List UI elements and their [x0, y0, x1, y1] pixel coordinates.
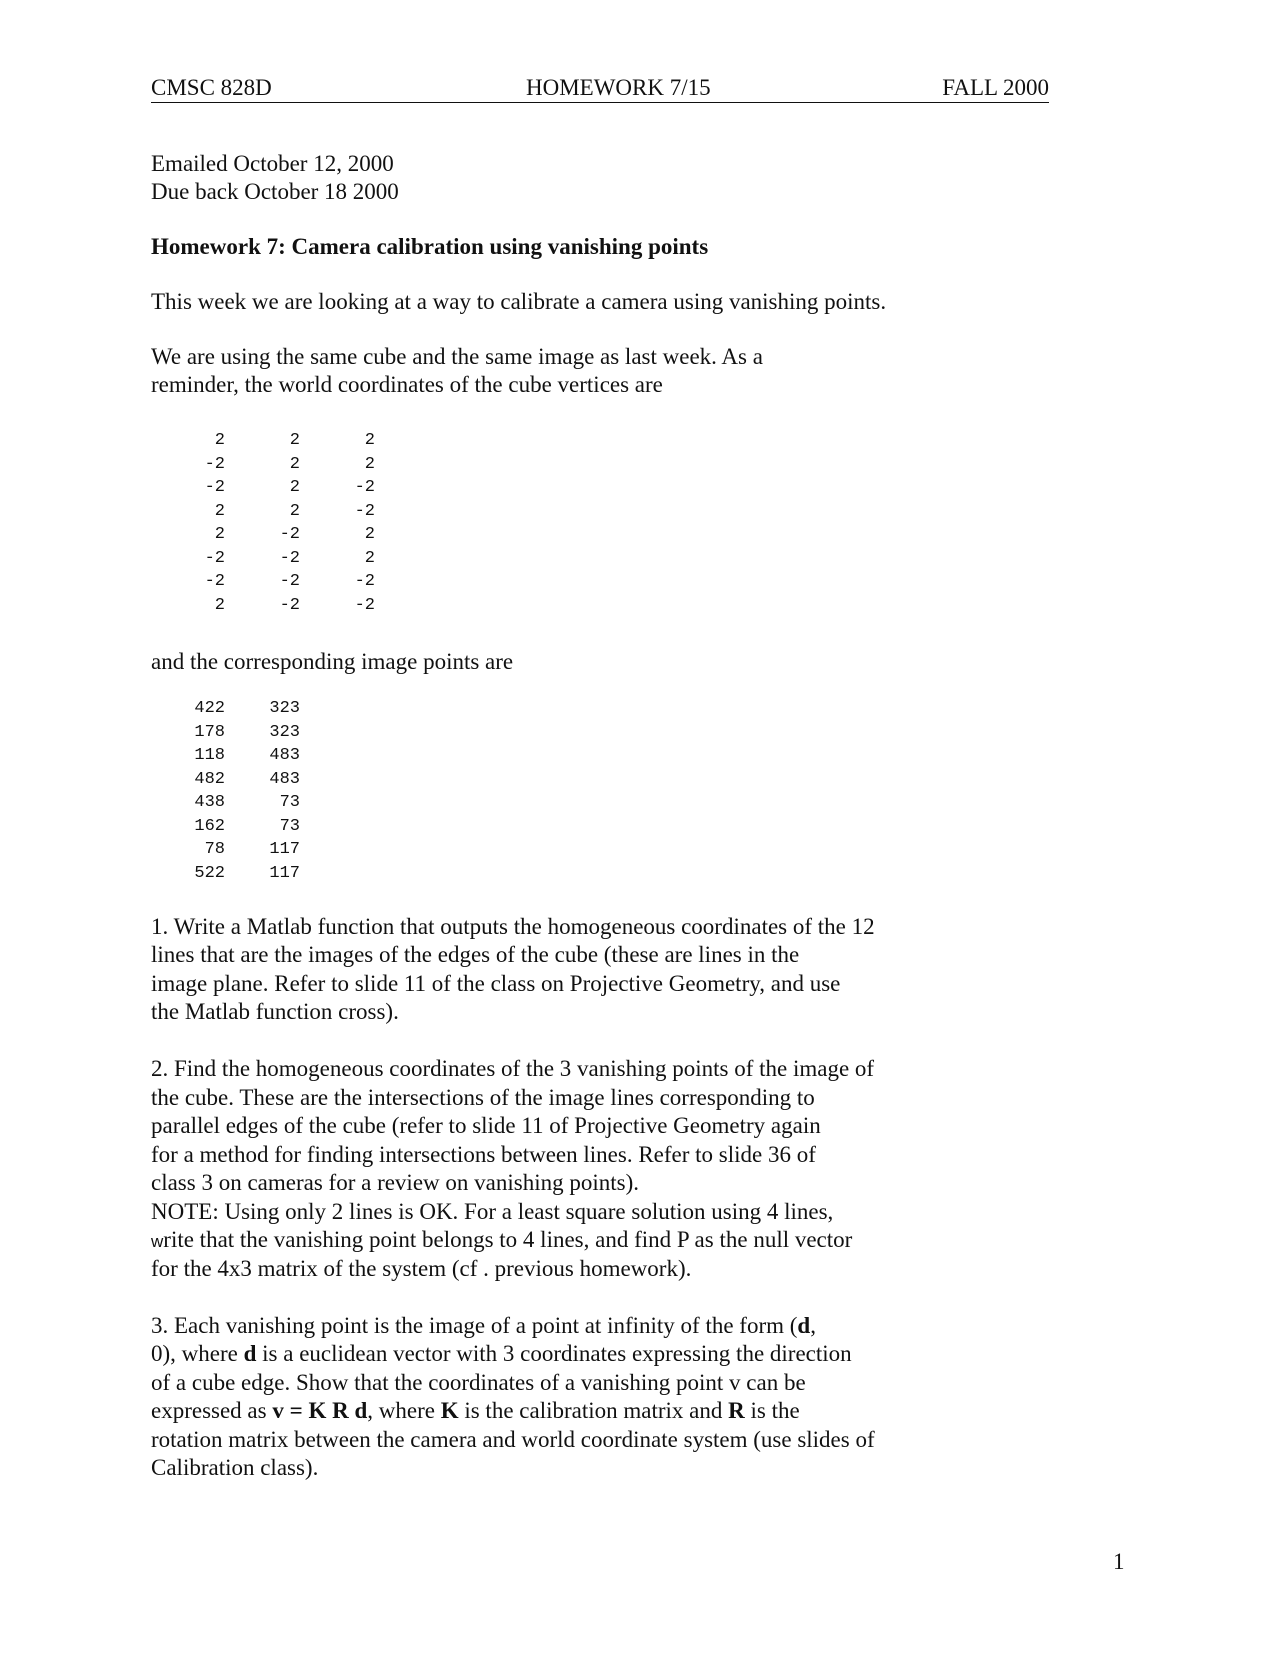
cell: -2	[279, 548, 300, 568]
text-fragment: 0), where	[151, 1341, 244, 1366]
table-row	[150, 791, 300, 815]
term-label: FALL 2000	[942, 75, 1049, 100]
assignment-label: HOMEWORK 7/15	[526, 75, 711, 100]
cell: 2	[364, 431, 375, 451]
table-row	[150, 453, 375, 477]
table-row	[150, 744, 300, 768]
cell: 2	[214, 501, 225, 521]
cell: 117	[269, 840, 300, 860]
cell: -2	[279, 525, 300, 545]
question-1-line: the Matlab function cross).	[151, 999, 399, 1024]
table-row	[150, 838, 300, 862]
text-fragment: is the	[744, 1398, 800, 1423]
text-fragment: , where	[367, 1398, 441, 1423]
text-fragment: w	[151, 1232, 164, 1251]
cell: -2	[354, 478, 375, 498]
table-row	[150, 523, 375, 547]
question-2-line: class 3 on cameras for a review on vanishing points).	[151, 1170, 639, 1195]
cell: -2	[354, 572, 375, 592]
cell: -2	[204, 572, 225, 592]
emailed-date: Emailed October 12, 2000	[151, 151, 394, 176]
cell: 482	[194, 769, 225, 789]
cell: 178	[194, 722, 225, 742]
table-row	[150, 862, 300, 886]
cell: 323	[269, 699, 300, 719]
cell: 2	[289, 478, 300, 498]
image-points-intro: and the corresponding image points are	[151, 649, 514, 674]
cell: 117	[269, 863, 300, 883]
question-3-line	[151, 1312, 816, 1341]
bold-term: R	[728, 1398, 745, 1423]
text-fragment: ,	[810, 1313, 816, 1338]
table-row	[150, 429, 375, 453]
cell: 2	[214, 595, 225, 615]
text-fragment: is the calibration matrix and	[458, 1398, 729, 1423]
question-2-line: 2. Find the homogeneous coordinates of the 3 vanishing points of the image of	[151, 1056, 875, 1081]
intro-paragraph: This week we are looking at a way to calibrate a camera using vanishing points.	[151, 289, 887, 314]
cell: -2	[279, 595, 300, 615]
cell: -2	[204, 548, 225, 568]
question-1-line: 1. Write a Matlab function that outputs the homogeneous coordinates of the 12	[151, 914, 875, 939]
text-fragment: 3. Each vanishing point is the image of a point at infinity of the form (	[151, 1313, 798, 1338]
table-row	[150, 697, 300, 721]
cube-intro-line-1: We are using the same cube and the same image as last week. As a	[151, 344, 763, 369]
bold-term: d	[797, 1313, 811, 1338]
cell: 2	[364, 525, 375, 545]
bold-term: K	[440, 1398, 459, 1423]
table-row	[150, 721, 300, 745]
cell: 162	[194, 816, 225, 836]
cell: 2	[214, 525, 225, 545]
question-3-line: rotation matrix between the camera and world coordinate system (use slides of	[151, 1427, 875, 1452]
text-fragment: rite that the vanishing point belongs to 4 lines, and find P as the null vector	[163, 1227, 853, 1252]
cell: 2	[364, 454, 375, 474]
question-2-line	[151, 1226, 852, 1257]
cell: 2	[364, 548, 375, 568]
cell: 2	[289, 454, 300, 474]
bold-term: d	[243, 1341, 257, 1366]
table-row	[150, 476, 375, 500]
page-header	[151, 72, 1049, 103]
cell: 118	[194, 746, 225, 766]
table-row	[150, 547, 375, 571]
question-2-line: for a method for finding intersections between lines. Refer to slide 36 of	[151, 1142, 816, 1167]
course-code: CMSC 828D	[151, 75, 272, 100]
question-2-line: the cube. These are the intersections of the image lines corresponding to	[151, 1085, 815, 1110]
table-row	[150, 570, 375, 594]
due-date: Due back October 18 2000	[151, 179, 399, 204]
cell: -2	[354, 595, 375, 615]
question-1-line: image plane. Refer to slide 11 of the class on Projective Geometry, and use	[151, 971, 841, 996]
question-2-note: NOTE: Using only 2 lines is OK. For a least square solution using 4 lines,	[151, 1199, 834, 1224]
cell: 2	[214, 431, 225, 451]
cell: 422	[194, 699, 225, 719]
page-number: 1	[1113, 1549, 1125, 1574]
question-3-line	[151, 1340, 852, 1369]
text-fragment: expressed as	[151, 1398, 273, 1423]
question-3-line: of a cube edge. Show that the coordinates of a vanishing point v can be	[151, 1370, 806, 1395]
question-2-line: parallel edges of the cube (refer to slide 11 of Projective Geometry again	[151, 1113, 821, 1138]
text-fragment: is a euclidean vector with 3 coordinates expressing the direction	[256, 1341, 852, 1366]
cell: 2	[289, 501, 300, 521]
table-row	[150, 768, 300, 792]
cube-intro-line-2: reminder, the world coordinates of the cube vertices are	[151, 372, 663, 397]
cell: 2	[289, 431, 300, 451]
bold-term: v = K R d	[272, 1398, 368, 1423]
page-title: Homework 7: Camera calibration using vanishing points	[151, 234, 709, 259]
cell: 78	[204, 840, 225, 860]
cell: -2	[204, 454, 225, 474]
image-points-table	[150, 697, 300, 885]
cell: -2	[204, 478, 225, 498]
cell: 483	[269, 769, 300, 789]
table-row	[150, 815, 300, 839]
world-coordinates-table	[150, 429, 375, 617]
cell: -2	[279, 572, 300, 592]
cell: 73	[279, 816, 300, 836]
question-3-line	[151, 1397, 800, 1426]
cell: -2	[354, 501, 375, 521]
cell: 438	[194, 793, 225, 813]
table-row	[150, 500, 375, 524]
cell: 73	[279, 793, 300, 813]
question-3-line: Calibration class).	[151, 1455, 319, 1480]
question-1-line: lines that are the images of the edges of the cube (these are lines in the	[151, 942, 800, 967]
cell: 522	[194, 863, 225, 883]
cell: 483	[269, 746, 300, 766]
table-row	[150, 594, 375, 618]
question-2-line: for the 4x3 matrix of the system (cf . previous homework).	[151, 1256, 692, 1281]
cell: 323	[269, 722, 300, 742]
